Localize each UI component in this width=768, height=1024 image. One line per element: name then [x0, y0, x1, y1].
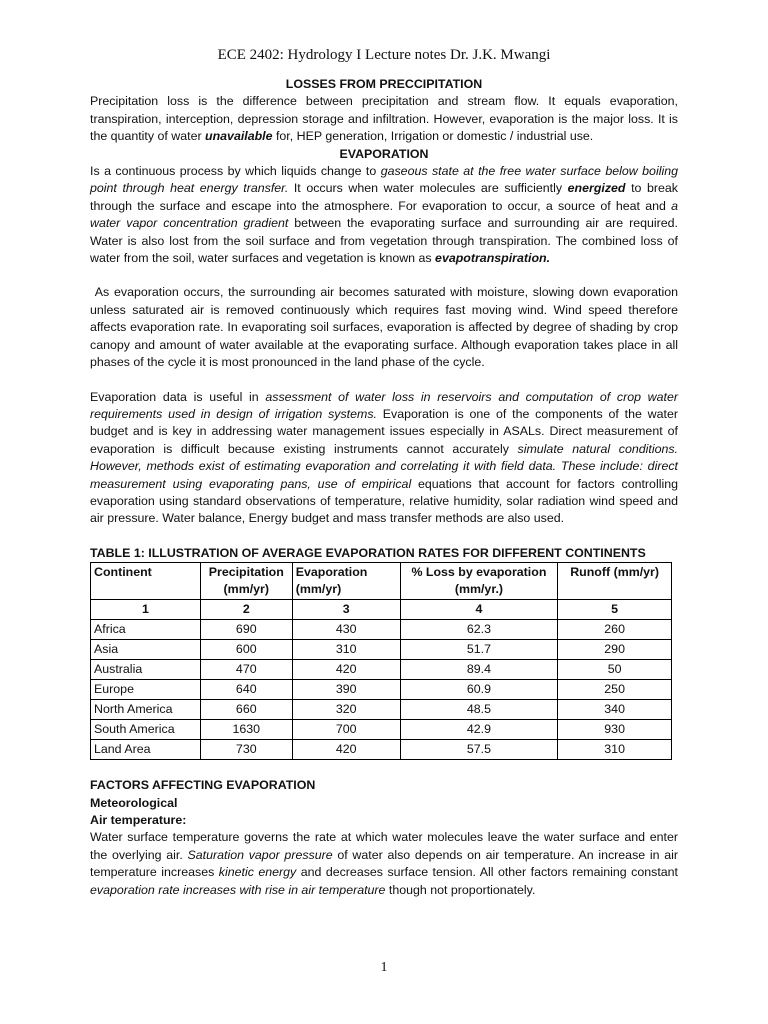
- cell-evaporation: 700: [292, 720, 400, 740]
- cell-runoff: 930: [558, 720, 672, 740]
- saturation-paragraph: As evaporation occurs, the surrounding air becomes saturated with moisture, slowing down evaporation unless saturated air is removed continuously which requires fast moving wind. Wind speed therefore affects evaporation rate. In evaporating soil surfaces, evaporation is affected by degree of shading by crop canopy and amount of water available at the evaporating surface. Although evaporation takes place in all phases of the cycle it is most pronounced in the land phase of the cycle.: [90, 285, 682, 370]
- losses-paragraph: [90, 93, 678, 145]
- cell-runoff: 290: [558, 640, 672, 660]
- column-number: 2: [200, 600, 292, 620]
- table-header-row: [91, 563, 672, 600]
- cell-loss: 57.5: [400, 740, 558, 760]
- cell-precipitation: 600: [200, 640, 292, 660]
- cell-precipitation: 1630: [200, 720, 292, 740]
- table-row: [91, 640, 672, 660]
- text-run: to break through the surface and escape into the atmosphere. For evaporation to occur, a source of heat and: [90, 181, 679, 213]
- text-run: between the evaporating surface and surrounding air are required. Water is also lost from the soil surface and from vegetation through transpiration. The combined loss of water from the soil, water surfaces and vegetation is known as: [90, 216, 678, 266]
- text-run: of water also depends on air temperature. An increase in air temperature increases: [90, 847, 679, 880]
- factors-heading: FACTORS AFFECTING EVAPORATION: [90, 778, 316, 793]
- cell-evaporation: 320: [292, 700, 400, 720]
- emphasis-saturation-vapor-pressure: Saturation vapor pressure: [187, 847, 333, 862]
- cell-loss: 60.9: [400, 680, 558, 700]
- cell-runoff: 260: [558, 620, 672, 640]
- text-run: It occurs when water molecules are sufficiently: [288, 181, 568, 196]
- cell-continent: Land Area: [91, 740, 201, 760]
- cell-continent: South America: [91, 720, 201, 740]
- text-run: Precipitation loss is the difference between precipitation and stream flow. It equals evaporation, transpiration, interception, depression storage and infiltration. However, evaporation is the major loss. It is the quantity of water: [90, 94, 678, 144]
- header-runoff: Runoff (mm/yr): [558, 563, 672, 600]
- header-evaporation: Evaporation (mm/yr): [292, 563, 400, 600]
- cell-precipitation: 730: [200, 740, 292, 760]
- emphasis-evaporation-rate: evaporation rate increases with rise in air temperature: [90, 882, 386, 897]
- losses-heading: LOSSES FROM PRECCIPITATION: [285, 77, 483, 91]
- text-run: for, HEP generation, Irrigation or domestic / industrial use.: [272, 129, 594, 144]
- cell-evaporation: 310: [292, 640, 400, 660]
- header-continent: Continent: [91, 563, 201, 600]
- emphasis-assessment: assessment of water loss in reservoirs and computation of crop water requirements used in design of irrigation systems.: [90, 389, 678, 421]
- cell-evaporation: 420: [292, 740, 400, 760]
- emphasis-energized: energized: [567, 181, 626, 196]
- emphasis-unavailable: unavailable: [205, 129, 273, 144]
- table-row: [91, 620, 672, 640]
- cell-precipitation: 470: [200, 660, 292, 680]
- cell-loss: 62.3: [400, 620, 558, 640]
- text-run: Is a continuous process by which liquids change to: [90, 164, 381, 179]
- cell-evaporation: 390: [292, 680, 400, 700]
- cell-precipitation: 660: [200, 700, 292, 720]
- cell-runoff: 50: [558, 660, 672, 680]
- evaporation-paragraph: [90, 163, 678, 267]
- column-number: 1: [91, 600, 201, 620]
- cell-continent: Australia: [91, 660, 201, 680]
- text-run: Evaporation is one of the components of the water budget and is key in addressing water management issues especially in ASALs. Direct measurement of evaporation is difficult because existing instruments cannot accurately: [90, 406, 678, 456]
- air-temperature-paragraph: [90, 829, 678, 899]
- header-loss: % Loss by evaporation (mm/yr.): [400, 563, 558, 600]
- cell-loss: 51.7: [400, 640, 558, 660]
- table-column-number-row: [91, 600, 672, 620]
- cell-evaporation: 420: [292, 660, 400, 680]
- cell-continent: North America: [91, 700, 201, 720]
- text-run: Evaporation data is useful in: [90, 389, 266, 404]
- text-run: Water surface temperature governs the rate at which water molecules leave the water surface and enter the overlying air.: [90, 830, 678, 862]
- cell-loss: 48.5: [400, 700, 558, 720]
- emphasis-kinetic-energy: kinetic energy: [218, 865, 297, 880]
- emphasis-gradient: a water vapor concentration gradient: [90, 198, 678, 231]
- cell-runoff: 310: [558, 740, 672, 760]
- column-number: 4: [400, 600, 558, 620]
- emphasis-gaseous-state: gaseous state at the free water surface below boiling point through heat energy transfer.: [90, 164, 678, 196]
- cell-precipitation: 640: [200, 680, 292, 700]
- table-title: TABLE 1: ILLUSTRATION OF AVERAGE EVAPORATION RATES FOR DIFFERENT CONTINENTS: [90, 545, 646, 560]
- cell-loss: 89.4: [400, 660, 558, 680]
- column-number: 5: [558, 600, 672, 620]
- cell-evaporation: 430: [292, 620, 400, 640]
- cell-continent: Europe: [91, 680, 201, 700]
- text-run: equations that account for factors controlling evaporation using standard observations of temperature, relative humidity, solar radiation wind speed and air pressure. Water balance, Energy budget and mass transfer methods are also used.: [90, 476, 678, 526]
- page-number: 1: [380, 960, 388, 975]
- evaporation-heading: EVAPORATION: [339, 146, 429, 161]
- text-run: though not proportionately.: [385, 882, 536, 897]
- table-row: [91, 720, 672, 740]
- cell-continent: Africa: [91, 620, 201, 640]
- meteorological-subheading: Meteorological: [90, 795, 178, 810]
- cell-precipitation: 690: [200, 620, 292, 640]
- header-precipitation: Precipitation (mm/yr): [200, 563, 292, 600]
- page-content: [90, 76, 682, 899]
- evaporation-table: [90, 562, 672, 760]
- table-row: [91, 740, 672, 760]
- text-run: and decreases surface tension. All other factors remaining constant: [296, 865, 678, 880]
- column-number: 3: [292, 600, 400, 620]
- table-row: [91, 660, 672, 680]
- emphasis-methods: simulate natural conditions. However, methods exist of estimating evaporation and correlating it with field data. These include: direct measurement using evaporating pans, use of empirical: [90, 441, 678, 491]
- cell-runoff: 340: [558, 700, 672, 720]
- page-header: ECE 2402: Hydrology I Lecture notes Dr. J.K. Mwangi: [217, 47, 551, 63]
- evaporation-data-paragraph: [90, 389, 678, 528]
- cell-continent: Asia: [91, 640, 201, 660]
- table-row: [91, 680, 672, 700]
- table-row: [91, 700, 672, 720]
- emphasis-evapotranspiration: evapotranspiration.: [435, 251, 551, 266]
- cell-loss: 42.9: [400, 720, 558, 740]
- cell-runoff: 250: [558, 680, 672, 700]
- air-temperature-subheading: Air temperature:: [90, 812, 187, 827]
